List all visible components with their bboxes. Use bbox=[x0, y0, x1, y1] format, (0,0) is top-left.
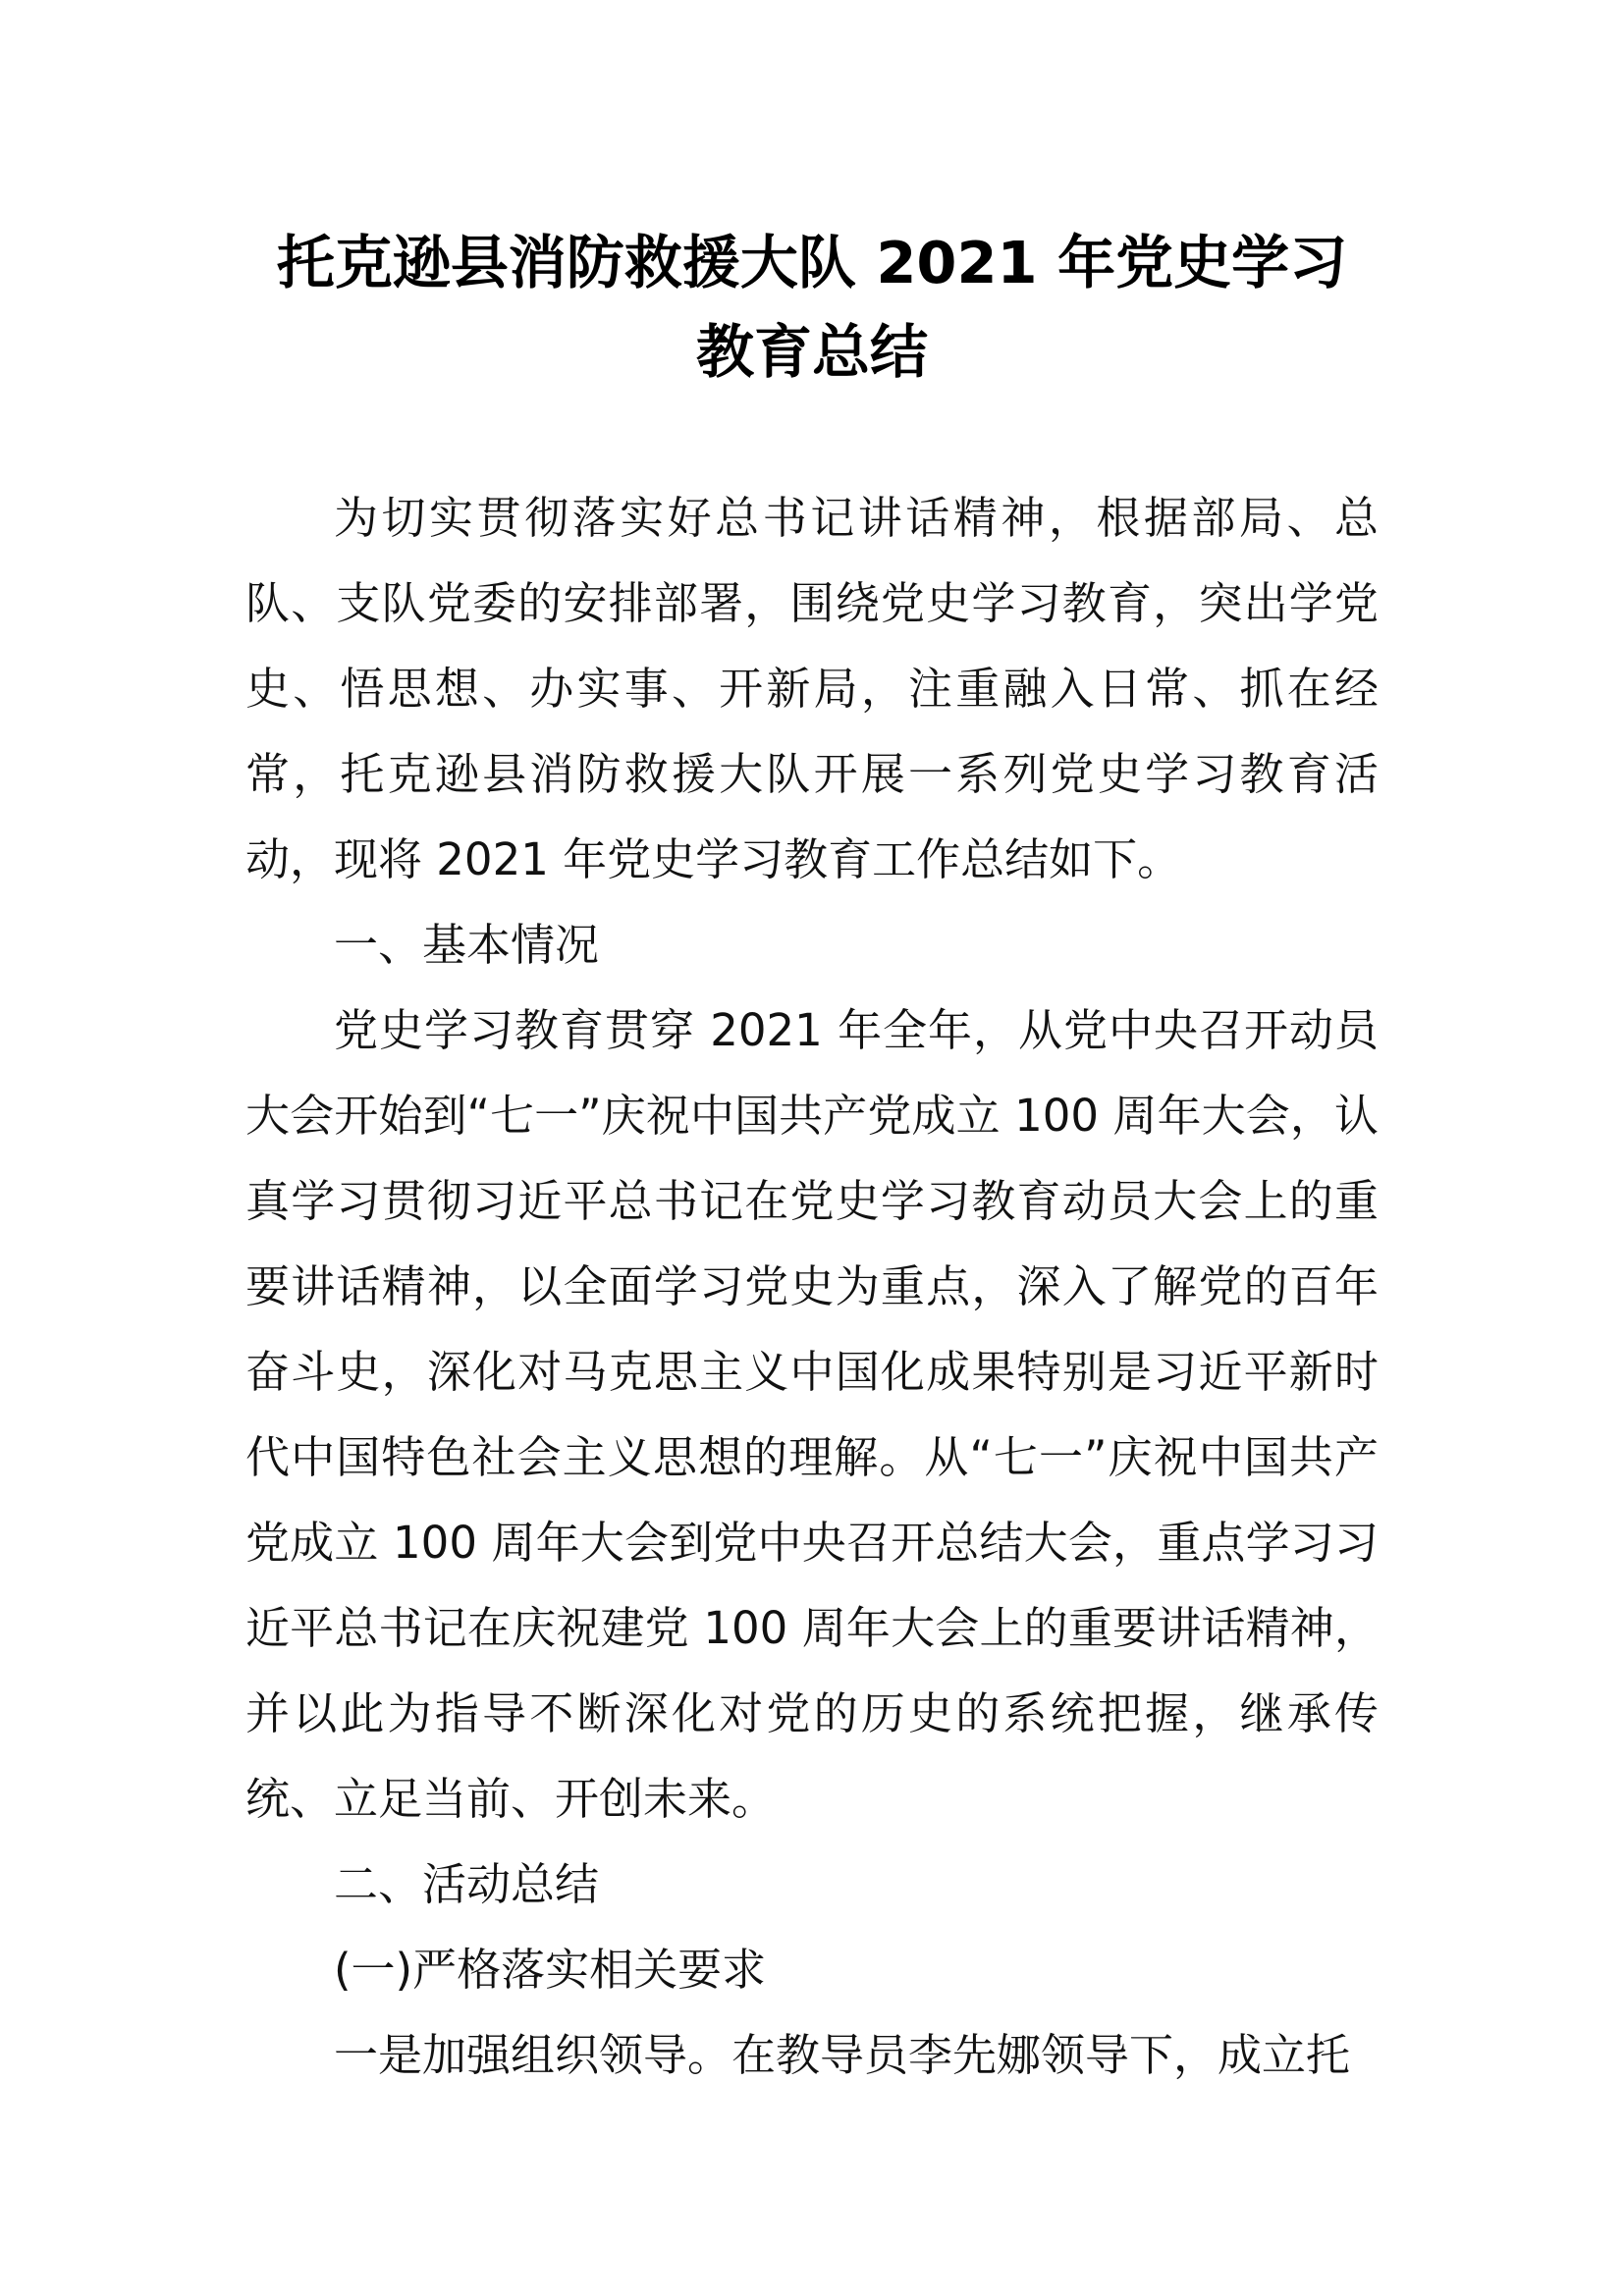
title-line-2: 教育总结 bbox=[695, 318, 928, 386]
organization-paragraph: 一是加强组织领导。在教导员李先娜领导下，成立托 bbox=[334, 2029, 1351, 2081]
section-heading-basic-situation: 一、基本情况 bbox=[334, 919, 600, 971]
section-heading-activity-summary: 二、活动总结 bbox=[334, 1858, 600, 1910]
intro-paragraph: 为切实贯彻落实好总书记讲话精神，根据部局、总队、支队党委的安排部署，围绕党史学习教育，突出学党史、悟思想、办实事、开新局，注重融入日常、抓在经常，托克逊县消防救援大队开展一系列党史学习教育活动，现将 2021 年党史学习教育工作总结如下。 bbox=[245, 492, 1379, 885]
document-body bbox=[245, 475, 1379, 2098]
document-title bbox=[245, 218, 1379, 397]
basic-situation-paragraph: 党史学习教育贯穿 2021 年全年，从党中央召开动员大会开始到“七一”庆祝中国共产党成立 100 周年大会，认真学习贯彻习近平总书记在党史学习教育动员大会上的重要讲话精神，以全面学习党史为重点，深入了解党的百年奋斗史，深化对马克思主义中国化成果特别是习近平新时代中国特色社会主义思想的理解。从“七一”庆祝中国共产党成立 100 周年大会到党中央召开总结大会，重点学习习近平总书记在庆祝建党 100 周年大会上的重要讲话精神，并以此为指导不断深化对党的历史的系统把握，继承传统、立足当前、开创未来。 bbox=[245, 1004, 1379, 1825]
title-line-1: 托克逊县消防救援大队 2021 年党史学习 bbox=[276, 229, 1348, 296]
subsection-heading-requirements: (一)严格落实相关要求 bbox=[334, 1944, 767, 1996]
